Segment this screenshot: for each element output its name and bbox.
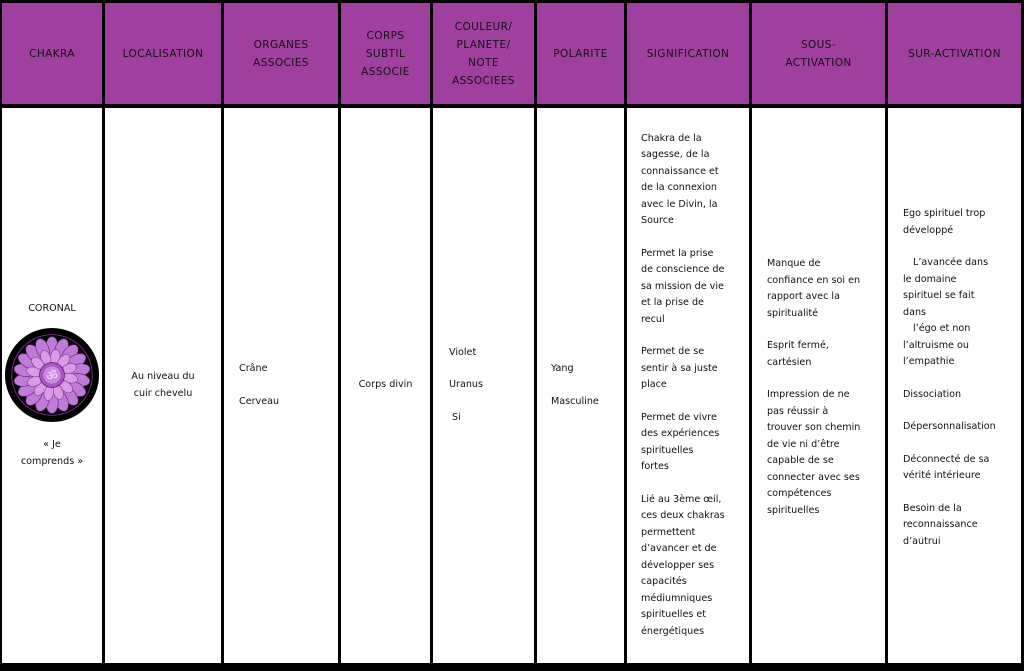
sur-activation-paragraph [903, 452, 989, 485]
svg-text:ॐ: ॐ [46, 368, 58, 384]
text-line: Permet la prise [641, 247, 714, 259]
text-line: Ego spirituel trop [903, 208, 986, 219]
text-line: Lié au 3ème œil, [641, 493, 722, 505]
text-line: médiumniques [641, 592, 713, 604]
signification-paragraph [641, 131, 719, 230]
header-label-line: POLARITE [553, 47, 608, 60]
text-line: vérité intérieure [903, 470, 981, 481]
text-line: confiance en soi en [767, 274, 861, 286]
header-corps-subtil [341, 3, 430, 104]
header-label-line: SUR-ACTIVATION [908, 47, 1001, 60]
header-label-line: SIGNIFICATION [646, 47, 730, 60]
header-label-line: PLANETE/ [456, 38, 511, 51]
header-label-line: NOTE [468, 56, 499, 69]
header-sur-activation [888, 3, 1021, 104]
cell-couleur-planete-note [433, 108, 534, 663]
text-line: reconnaissance [903, 519, 978, 530]
text-line: pas réussir à [767, 405, 829, 417]
sous-activation-paragraph [767, 256, 860, 322]
sous-activation-paragraph [767, 387, 860, 519]
header-label-line: ACTIVATION [785, 56, 852, 69]
text-line: Dissociation [903, 388, 962, 400]
text-line: Chakra de la [641, 132, 702, 144]
sur-activation-paragraph [903, 387, 961, 404]
header-organes [224, 3, 338, 104]
text-line: L’avancée dans [913, 257, 989, 268]
header-label-line: ASSOCIEES [452, 74, 515, 87]
planete-value: Uranus [449, 379, 484, 391]
header-label-line: COULEUR/ [454, 20, 513, 33]
text-line: de la connexion [641, 182, 717, 194]
header-chakra [2, 3, 102, 104]
text-line: connaissance et [641, 165, 719, 177]
text-line: sentir à sa juste [641, 362, 718, 374]
header-label-line: ASSOCIE [361, 65, 410, 78]
cell-corps-subtil [341, 108, 430, 663]
text-line: dans [903, 306, 927, 318]
header-label-line: ASSOCIES [253, 56, 309, 69]
text-line: Besoin de la [903, 502, 962, 514]
text-line: recul [641, 313, 665, 325]
text-line: Masculine [551, 395, 599, 407]
cell-chakra [2, 108, 102, 663]
header-couleur-planete-note [433, 3, 534, 104]
text-line: l’égo et non [913, 323, 971, 334]
crown-chakra-lotus-om-icon [4, 327, 100, 423]
signification-paragraph [641, 410, 719, 476]
text-line: Manque de [767, 258, 821, 269]
text-line: trouver son chemin [767, 422, 861, 433]
cell-sous-activation [752, 108, 885, 663]
text-line: sagesse, de la [641, 149, 710, 161]
text-line: Dépersonnalisation [903, 421, 996, 432]
signification-paragraph [641, 492, 725, 641]
header-label-line: SUBTIL [365, 47, 406, 60]
note-value: Si [452, 411, 461, 423]
text-line: « Je [43, 439, 61, 451]
text-line: et la prise de [641, 297, 704, 309]
text-line: place [641, 379, 667, 391]
cell-signification [627, 108, 749, 663]
cell-organes [224, 108, 338, 663]
sur-activation-paragraph [903, 419, 996, 436]
text-line: Crâne [239, 363, 268, 374]
text-line: comprends » [20, 455, 84, 467]
text-line: ces deux chakras [641, 510, 725, 522]
text-line: spirituelles [767, 504, 820, 516]
sur-activation-paragraph [903, 501, 978, 551]
text-line: avec le Divin, la [641, 198, 718, 210]
header-signification [627, 3, 749, 104]
text-line: de vie ni d’être [767, 438, 840, 450]
text-line: permettent [641, 526, 696, 538]
header-label-line: CHAKRA [29, 47, 75, 60]
header-label-line: LOCALISATION [122, 47, 204, 60]
chakra-name: CORONAL [28, 302, 76, 314]
text-line: spirituelles [641, 444, 694, 456]
text-line: cartésien [767, 356, 812, 368]
cell-polarite [537, 108, 624, 663]
cell-localisation [105, 108, 221, 663]
text-line: Source [641, 215, 674, 227]
header-polarite [537, 3, 624, 104]
sous-activation-paragraph [767, 338, 829, 371]
signification-paragraph [641, 246, 724, 329]
header-label-line: ORGANES [253, 38, 309, 51]
text-line: capacités [641, 576, 687, 588]
text-line: énergétiques [641, 625, 705, 637]
couleur-value: Violet [449, 346, 477, 358]
signification-paragraph [641, 344, 718, 394]
text-line: spirituelles et [641, 609, 707, 621]
text-line: Déconnecté de sa [903, 453, 990, 465]
text-line: l’altruisme ou [903, 339, 969, 351]
cell-sur-activation [888, 108, 1021, 663]
text-line: de conscience de [641, 264, 725, 276]
text-line: compétences [767, 488, 832, 499]
text-line: développer ses [641, 559, 715, 571]
header-sous-activation [752, 3, 885, 104]
text-line: Corps divin [358, 379, 413, 391]
text-line: spirituel se fait [903, 290, 975, 301]
text-line: d’avancer et de [641, 543, 717, 555]
text-line: connecter avec ses [767, 471, 860, 483]
header-label-line: CORPS [366, 29, 405, 42]
text-line: spiritualité [767, 307, 819, 319]
sur-activation-paragraph [903, 206, 985, 239]
text-line: Permet de vivre [641, 411, 717, 423]
text-line: sa mission de vie [641, 280, 724, 292]
header-label-line: SOUS- [800, 38, 837, 51]
text-line: rapport avec la [767, 291, 840, 302]
text-line: Permet de se [641, 346, 705, 358]
text-line: Yang [551, 363, 574, 374]
chakra-mantra [21, 437, 83, 470]
text-line: Au niveau du [131, 371, 195, 382]
header-localisation [105, 3, 221, 104]
text-line: Esprit fermé, [767, 340, 829, 351]
text-line: cuir chevelu [133, 387, 193, 399]
text-line: des expériences [641, 428, 720, 440]
text-line: développé [903, 224, 954, 236]
sur-activation-paragraph [903, 255, 988, 371]
text-line: fortes [641, 461, 669, 473]
text-line: l’empathie [903, 356, 955, 367]
text-line: Impression de ne [767, 389, 850, 400]
text-line: le domaine [903, 273, 957, 285]
text-line: d’autrui [903, 535, 941, 547]
text-line: capable de se [767, 455, 834, 466]
text-line: Cerveau [239, 395, 280, 407]
